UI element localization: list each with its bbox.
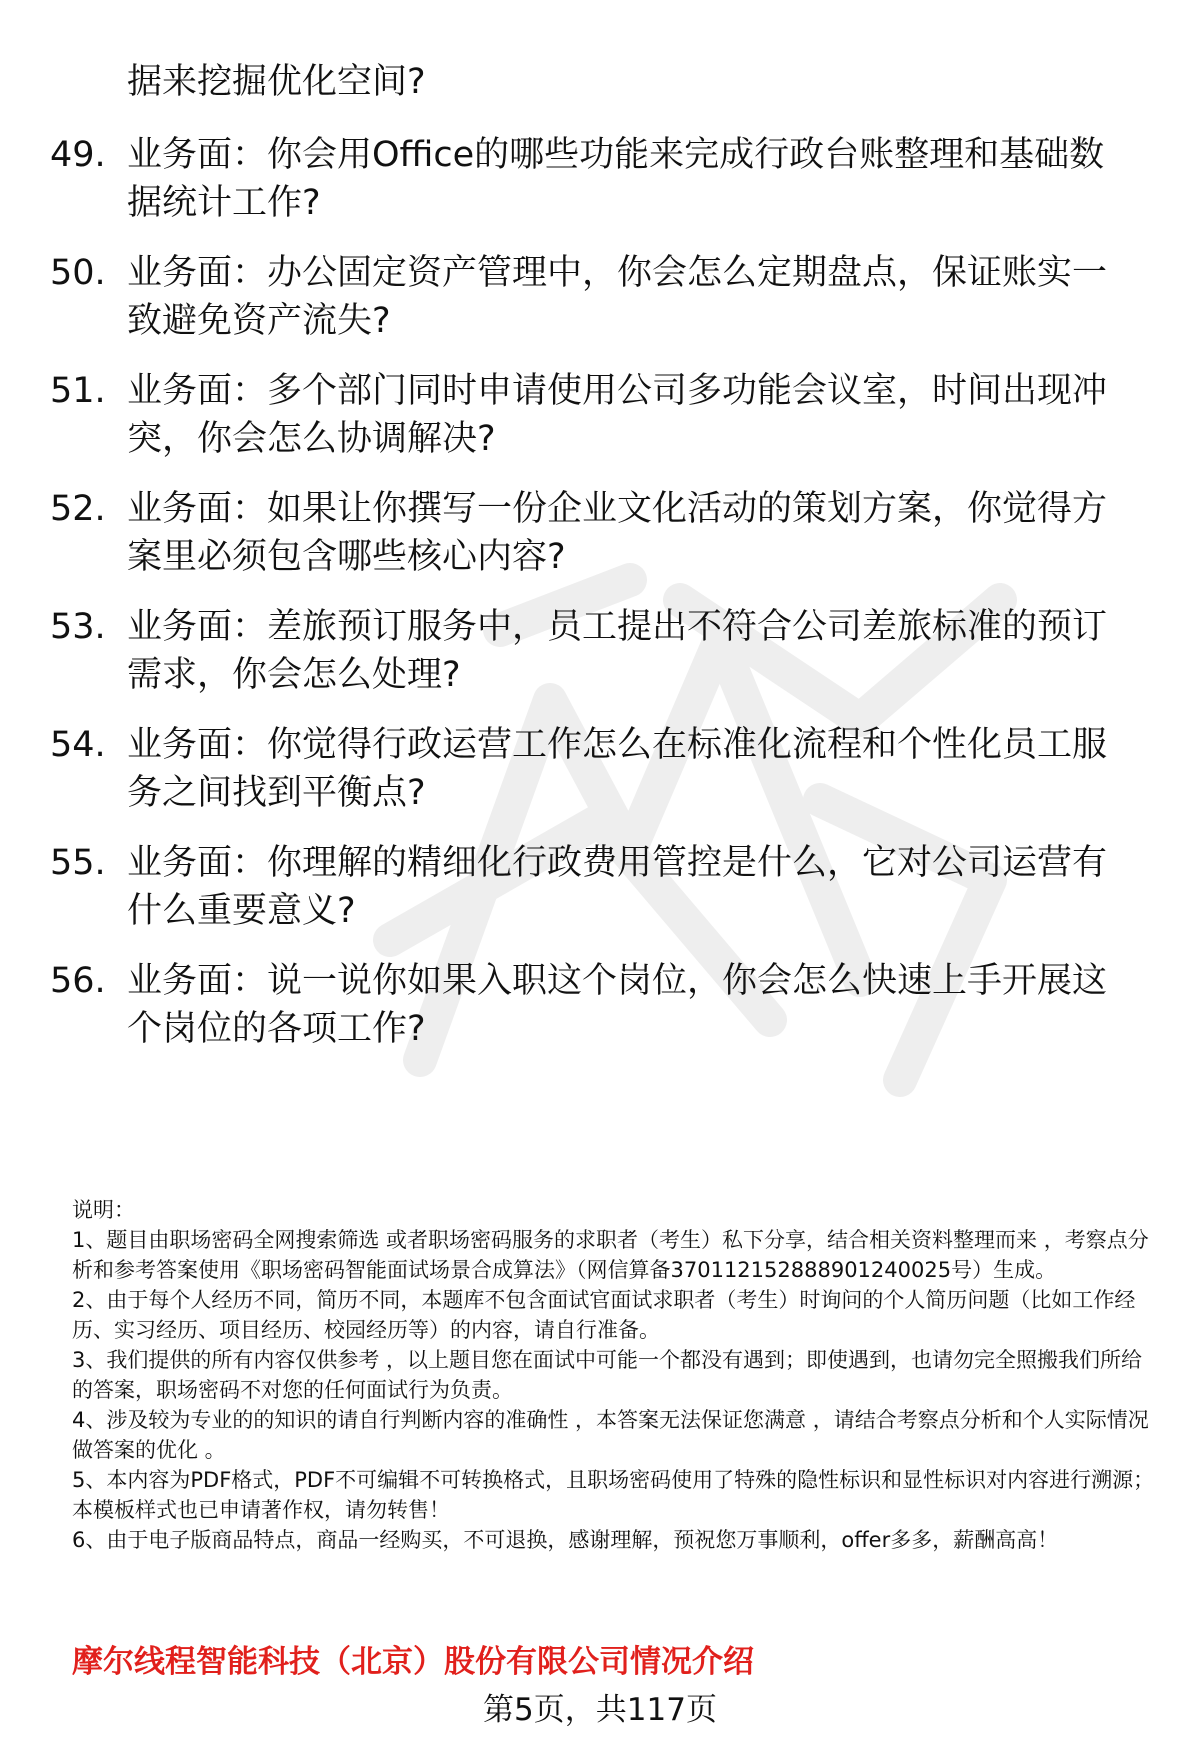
question-number: 56.: [50, 961, 106, 1001]
question-number: 55.: [50, 843, 106, 883]
question-number: 52.: [50, 489, 106, 529]
notes-heading: 说明：: [72, 1198, 135, 1222]
question-number: 54.: [50, 725, 106, 765]
question-text: 业务面：你理解的精细化行政费用管控是什么，它对公司运营有什么重要意义?: [127, 843, 1108, 931]
question-text: 业务面：办公固定资产管理中，你会怎么定期盘点，保证账实一致避免资产流失?: [127, 253, 1108, 341]
company-title: 摩尔线程智能科技（北京）股份有限公司情况介绍: [72, 1644, 754, 1680]
question-text: 业务面：你觉得行政运营工作怎么在标准化流程和个性化员工服务之间找到平衡点?: [127, 725, 1108, 813]
note-item: 1、题目由职场密码全网搜索筛选 或者职场密码服务的求职者（考生）私下分享，结合相关资料整理而来 ，考察点分析和参考答案使用《职场密码智能面试场景合成算法》（网信算备370112152888901240025号）生成。: [72, 1228, 1149, 1282]
question-number: 49.: [50, 135, 106, 175]
note-item: 3、我们提供的所有内容仅供参考 ，以上题目您在面试中可能一个都没有遇到；即使遇到，也请勿完全照搬我们所给的答案，职场密码不对您的任何面试行为负责。: [72, 1348, 1143, 1402]
question-continuation: 据来挖掘优化空间?: [127, 62, 426, 102]
question-number: 51.: [50, 371, 106, 411]
notes-section: [72, 1195, 1160, 1555]
question-text: 业务面：说一说你如果入职这个岗位，你会怎么快速上手开展这个岗位的各项工作?: [127, 961, 1108, 1049]
question-number: 53.: [50, 607, 106, 647]
question-text: 业务面：如果让你撰写一份企业文化活动的策划方案，你觉得方案里必须包含哪些核心内容?: [127, 489, 1108, 577]
question-text: 业务面：差旅预订服务中，员工提出不符合公司差旅标准的预订需求，你会怎么处理?: [127, 607, 1108, 695]
page-indicator: 第5页，共117页: [483, 1692, 717, 1728]
note-item: 6、由于电子版商品特点，商品一经购买，不可退换，感谢理解，预祝您万事顺利，offer多多，薪酬高高！: [72, 1528, 1059, 1552]
question-text: 业务面：你会用Office的哪些功能来完成行政台账整理和基础数据统计工作?: [127, 135, 1105, 223]
note-item: 4、涉及较为专业的的知识的请自行判断内容的准确性 ，本答案无法保证您满意 ，请结合考察点分析和个人实际情况做答案的优化 。: [72, 1408, 1149, 1462]
note-item: 5、本内容为PDF格式，PDF不可编辑不可转换格式，且职场密码使用了特殊的隐性标识和显性标识对内容进行溯源；本模板样式也已申请著作权，请勿转售！: [72, 1468, 1155, 1522]
note-item: 2、由于每个人经历不同，简历不同，本题库不包含面试官面试求职者（考生）时询问的个人简历问题（比如工作经历、实习经历、项目经历、校园经历等）的内容，请自行准备。: [72, 1288, 1136, 1342]
question-number: 50.: [50, 253, 106, 293]
question-text: 业务面：多个部门同时申请使用公司多功能会议室，时间出现冲突，你会怎么协调解决?: [127, 371, 1108, 459]
